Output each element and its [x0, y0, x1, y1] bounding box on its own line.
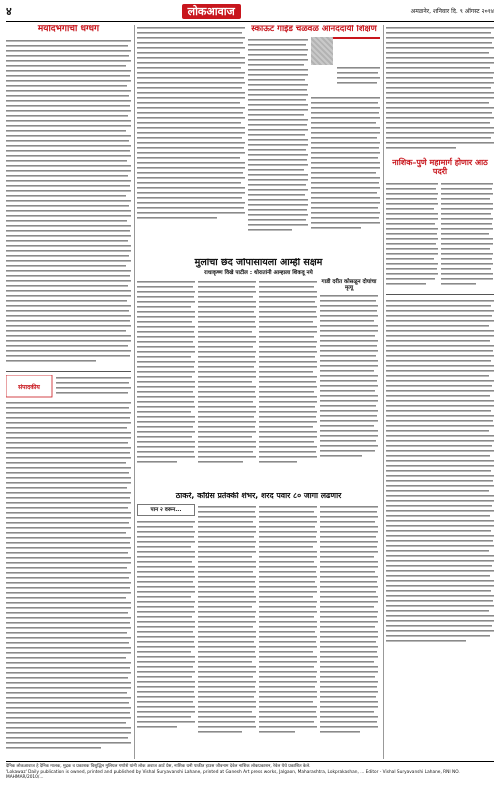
article-title-mulancha: मुलांचा छंद जोपासायला आम्ही सक्षम [194, 258, 323, 268]
article-body-bottom-c [259, 504, 317, 744]
bottom-article [137, 492, 380, 759]
article-body-nashik-a [386, 181, 438, 291]
article-title-nashik: नाशिक–पुणे महामार्ग होणार आठ पदरी [392, 158, 488, 176]
article-body-mulancha-c [259, 279, 317, 469]
article-body-left [6, 38, 131, 368]
article-body-col2 [137, 25, 245, 225]
article-body-left-2 [6, 375, 131, 759]
page-number: ४ [6, 4, 12, 18]
article-title-gadi: गाडी दरीत कोसळून दोघांचा मृत्यू [321, 279, 377, 292]
article-body-bottom-a [137, 519, 195, 739]
article-body-mulancha-b [198, 279, 256, 469]
right-column [386, 25, 494, 759]
page-continued-label: पान २ वरून... [150, 506, 182, 513]
author-photo [311, 37, 333, 65]
article-body-mulancha-a [137, 279, 195, 469]
article-body-bottom-d [320, 504, 378, 744]
article-subtitle-mulancha: राधाकृष्ण विखे पाटील : थोरातांनी आम्हाला शिकवू नये [204, 270, 313, 277]
sampadkiya-label: संपादकीय [18, 383, 40, 391]
newspaper-logo: लोकआवाज [182, 4, 241, 20]
article-body-right-top [386, 25, 494, 155]
article-body-center-b [311, 67, 380, 235]
article-title-center: स्काऊट गाईड चळवळ आनंददायी शिक्षण [251, 25, 377, 34]
continued-box [137, 504, 195, 517]
column-2-top [137, 25, 245, 255]
article-body-right-bottom [386, 298, 494, 648]
dateline: अमळनेर, शनिवार दि. ९ ऑगस्ट २०१४ [410, 7, 494, 15]
masthead [6, 4, 494, 22]
article-body-nashik-b [441, 181, 493, 291]
content-area [6, 25, 494, 759]
mulancha-article [137, 258, 380, 488]
article-title-bottom: ठाकरे, काँग्रेस प्रतेक्की शंभर, शरद पवार ८० जागा लढणार [175, 492, 342, 500]
footer-line-english: 'Lokawaz' Daily publication is owned, printed and published by Vishal Suryavanshi Lahane, printed at Ganesh Art press works, Jalgaon, Maharashtra, Lokprakashan, ... Editor - Vishal Suryavanshi Lahane, RNI NO. MAHMAR/2010/... [6, 769, 460, 781]
left-column [6, 25, 131, 759]
footer-line-marathi: दैनिक लोकआवाज हे दैनिक मालक, मुद्रक व प्रकाशक विशुद्धिन मुलियल गणोशे यांनी लोक अवाज आर्ट प्रेस, नाशिक धनी पाकीत हाउस जीवनाम देवेल नाशिक लोकप्रकाशन, रेवेल येथे प्रकाशित केले. [6, 764, 311, 769]
footer-imprint [6, 761, 494, 791]
article-body-bottom-b [198, 504, 256, 744]
article-body-gadi [320, 293, 378, 468]
center-block [248, 25, 380, 255]
article-title-left: मर्यादभंगाची धग्धग [37, 25, 100, 34]
article-body-center-a [248, 37, 308, 237]
